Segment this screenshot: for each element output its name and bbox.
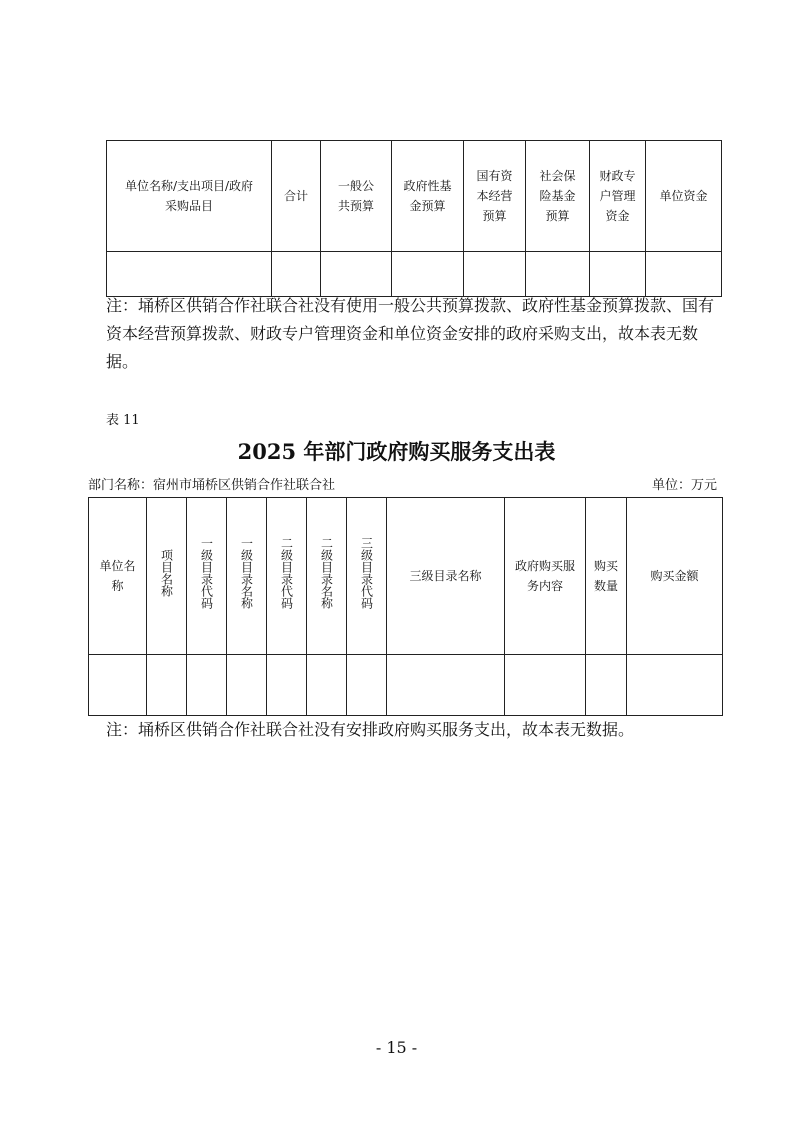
column-header: 国有资本经营预算 [464,141,526,252]
column-header: 二级目录代码 [267,498,307,655]
column-header: 三级目录名称 [387,498,505,655]
column-header: 三级目录代码 [347,498,387,655]
column-header: 购买金额 [627,498,723,655]
column-header: 单位名称/支出项目/政府采购品目 [107,141,272,252]
column-header: 购买数量 [586,498,627,655]
column-header: 一级目录名称 [227,498,267,655]
column-header: 政府性基金预算 [392,141,464,252]
column-header: 一般公共预算 [321,141,392,252]
unit-label: 单位：万元 [651,478,717,493]
column-header: 项目名称 [147,498,187,655]
column-header: 单位资金 [646,141,722,252]
column-header: 政府购买服务内容 [505,498,586,655]
table-row [107,252,722,297]
column-header: 一级目录代码 [187,498,227,655]
page-number: - 15 - [375,1038,418,1057]
service-purchase-table [88,497,723,716]
column-header: 财政专户管理资金 [590,141,646,252]
table-number-label: 表 11 [106,413,140,428]
column-header: 社会保险基金预算 [526,141,590,252]
page-title: 2025 年部门政府购买服务支出表 [237,439,556,464]
table-row [89,655,723,716]
table-header-row [89,498,723,655]
procurement-table [106,140,722,297]
column-header: 合计 [272,141,321,252]
table-note: 注：埇桥区供销合作社联合社没有安排政府购买服务支出，故本表无数据。 [106,720,635,739]
table-header-row [107,141,722,252]
department-label: 部门名称：宿州市埇桥区供销合作社联合社 [88,478,336,493]
table-note: 注：埇桥区供销合作社联合社没有使用一般公共预算拨款、政府性基金预算拨款、国有资本经营预算拨款、财政专户管理资金和单位资金安排的政府采购支出，故本表无数据。 [106,296,715,371]
column-header: 单位名称 [89,498,147,655]
column-header: 二级目录名称 [307,498,347,655]
